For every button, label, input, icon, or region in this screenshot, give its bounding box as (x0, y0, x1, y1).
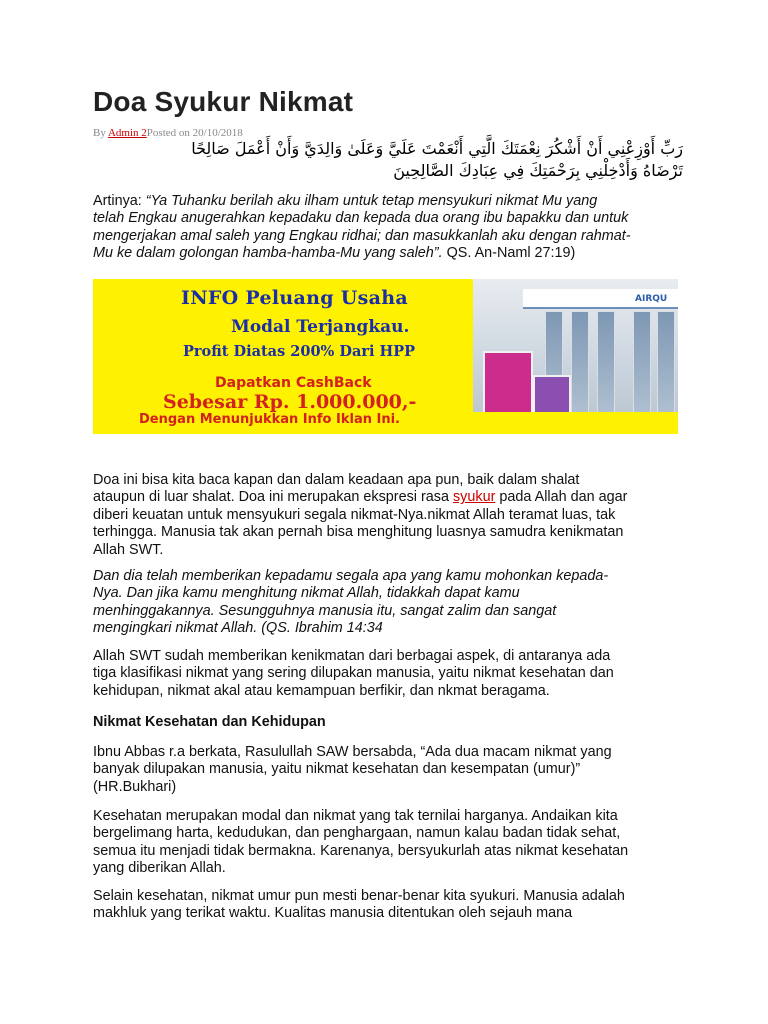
paragraph-line: semua itu menjadi tidak bermakna. Karenanya, bersyukurlah atas nikmat kesehatan (93, 842, 629, 859)
banner-condition: Dengan Menunjukkan Info Iklan Ini. (139, 412, 400, 427)
banner-headline: INFO Peluang Usaha (181, 287, 408, 309)
translation-paragraph (93, 193, 678, 263)
paragraph-line: makhluk yang terikat waktu. Kualitas manusia ditentukan oleh sejauh mana (93, 905, 573, 922)
store-window (657, 311, 675, 413)
store-sign: AIRQU (635, 294, 668, 304)
translation-label: Artinya: (93, 193, 146, 209)
quote-line: menhinggakannya. Sesungguhnya manusia itu, sangat zalim dan sangat (93, 602, 557, 619)
paragraph-line: Allah SWT. (93, 541, 164, 558)
paragraph-line: diberi keuatan untuk mensyukuri segala nikmat-Nya.nikmat Allah teramat luas, tak (93, 506, 616, 523)
paragraph-line: bergelimang harta, kedudukan, dan penghargaan, namun kalau badan tidak sehat, (93, 825, 621, 842)
quote-line: Dan dia telah memberikan kepadamu segala apa yang kamu mohonkan kepada- (93, 568, 609, 584)
banner-profit: Profit Diatas 200% Dari HPP (183, 343, 416, 360)
paragraph-line: Kesehatan merupakan modal dan nikmat yang tak ternilai harganya. Andaikan kita (93, 808, 618, 824)
paragraph-kesehatan (93, 808, 678, 878)
paragraph-line: terhingga. Manusia tak akan pernah bisa menghitung luasnya samudra kenikmatan (93, 524, 624, 541)
translation-line: Mu ke dalam golongan hamba-hamba-Mu yang saleh (93, 245, 434, 262)
paragraph-line: tiga klasifikasi nikmat yang sering dilupakan manusia, yaitu nikmat kesehatan dan (93, 665, 614, 682)
quote-line: Nya. Dan jika kamu menghitung nikmat Allah, tidakkah dapat kamu (93, 585, 520, 602)
store-window (633, 311, 651, 413)
paragraph-line: Selain kesehatan, nikmat umur pun mesti benar-benar kita syukuri. Manusia adalah (93, 888, 625, 904)
banner-cashback: Dapatkan CashBack (215, 375, 372, 391)
paragraph-line: yang diberikan Allah. (93, 860, 226, 877)
paragraph-line: (HR.Bukhari) (93, 778, 177, 795)
paragraph-line: banyak dilupakan manusia, yaitu nikmat kesehatan dan kesempatan (umur)” (93, 761, 581, 778)
translation-reference: QS. An-Naml 27:19) (442, 245, 576, 262)
arabic-prayer: رَبِّ أَوْزِعْنِي أَنْ أَشْكُرَ نِعْمَتَكَ الَّتِي أَنْعَمْتَ عَلَيَّ وَعَلَىٰ وَالِدَيَّ وَأَنْ أَعْمَلَ صَالِحًا تَرْضَاهُ وَأَدْخِلْنِي بِرَحْمَتِكَ فِي عِبَادِكَ الصَّالِحِينَ (191, 139, 683, 180)
quote-line: mengingkari nikmat Allah. (QS. Ibrahim 14:34 (93, 620, 383, 637)
quote-close: ”. (433, 245, 443, 262)
store-photo (473, 279, 678, 434)
translation-line: telah Engkau anugerahkan kepadaku dan kepada dua orang ibu bapakku dan untuk (93, 210, 629, 227)
meta-posted: Posted on 20/10/2018 (146, 127, 243, 139)
page-title: Doa Syukur Nikmat (93, 86, 354, 117)
author-link[interactable]: Admin 2 (107, 127, 147, 139)
banner-subheadline: Modal Terjangkau. (231, 317, 410, 337)
translation-line: mengerjakan amal saleh yang Engkau ridhai; dan masukkanlah aku dengan rahmat- (93, 227, 631, 244)
banner-amount: Sebesar Rp. 1.000.000,- (163, 391, 417, 413)
ad-banner[interactable] (93, 279, 678, 434)
meta-by: By (93, 127, 108, 139)
syukur-link[interactable]: syukur (452, 489, 496, 506)
quote-open: “ (145, 193, 151, 209)
paragraph-line: Ibnu Abbas r.a berkata, Rasulullah SAW bersabda, “Ada dua macam nikmat yang (93, 744, 612, 760)
section-heading: Nikmat Kesehatan dan Kehidupan (93, 714, 326, 730)
translation-line: Ya Tuhanku berilah aku ilham untuk tetap mensyukuri nikmat Mu yang (150, 193, 598, 209)
paragraph-line: ataupun di luar shalat. Doa ini merupakan ekspresi rasa (93, 489, 453, 506)
paragraph-umur (93, 888, 678, 923)
paragraph-line: kehidupan, nikmat akal atau kemampuan berfikir, dan nkmat beragama. (93, 682, 550, 699)
paragraph-line: Allah SWT sudah memberikan kenikmatan dari berbagai aspek, di antaranya ada (93, 648, 611, 664)
paragraph-hadith (93, 744, 678, 796)
quote-ibrahim (93, 568, 678, 638)
store-window (571, 311, 589, 413)
store-ground (473, 412, 678, 434)
paragraph-intro (93, 472, 678, 559)
paragraph-klasifikasi (93, 648, 678, 700)
paragraph-line: Doa ini bisa kita baca kapan dan dalam keadaan apa pun, baik dalam shalat (93, 472, 580, 488)
paragraph-line: pada Allah dan agar (495, 489, 628, 506)
store-window (597, 311, 615, 413)
